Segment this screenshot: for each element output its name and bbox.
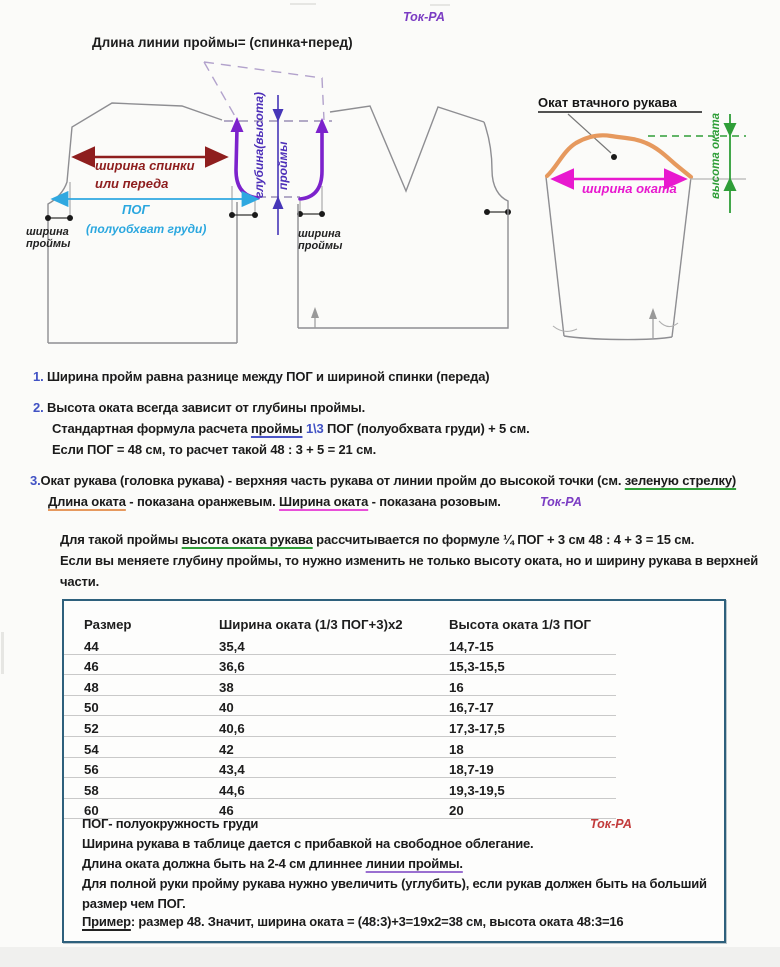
table-row: 52 40,6 17,3-17,5 (64, 716, 616, 737)
cap-height-arrow (724, 114, 737, 213)
front-bottom-arrow (311, 307, 319, 328)
footer-line-full-arm: Для полной руки пройму рукава нужно увеличить (углубить), если рукав должен быть на больший (82, 876, 707, 891)
note-1: 1. Ширина пройм равна разнице между ПОГ и шириной спинки (переда) (33, 369, 490, 384)
armhole-width-label-left-line2: проймы (26, 238, 71, 250)
note-2-line1: 2. Высота оката всегда зависит от глубины проймы. (33, 400, 366, 415)
pog-sublabel: (полуобхват груди) (86, 222, 207, 236)
watermark-top: Ток-РА (403, 10, 445, 24)
page-bottom-margin (0, 947, 780, 967)
pattern-diagram (0, 0, 780, 360)
note-3-line2: Длина оката - показана оранжевым. Ширина оката - показана розовым. (48, 494, 501, 509)
diagram-title: Длина линии проймы= (спинка+перед) (92, 35, 353, 50)
table-row: 56 43,4 18,7-19 (64, 758, 616, 779)
table-row: 44 35,4 14,7-15 (64, 634, 616, 655)
back-width-label-line1: ширина спинки (95, 158, 195, 173)
table-header-cap-width: Ширина оката (1/3 ПОГ+3)х2 (219, 617, 403, 632)
footer-line-cap-len: Длина оката должна быть на 2-4 см длиннее линии проймы. (82, 856, 463, 871)
table-row: 50 40 16,7-17 (64, 696, 616, 717)
armhole-width-label-left-line1: ширина (26, 226, 69, 238)
armhole-depth-label-line1: глубина(высота) (252, 91, 266, 198)
footer-line-ease: Ширина рукава в таблице дается с прибавкой на свободное облегание. (82, 836, 534, 851)
sleeve-corner-ticks (553, 321, 678, 331)
footer-line-pog: ПОГ- полуокружность груди (82, 816, 259, 831)
table-header-row (64, 612, 724, 632)
watermark-mid: Ток-РА (540, 495, 582, 509)
note-2-line2: Стандартная формула расчета проймы 1\3 ПОГ (полуобхвата груди) + 5 см. (52, 421, 530, 436)
paragraph-line2: Если вы меняете глубину проймы, то нужно изменить не только высоту оката, но и ширину рукава в верхней (60, 553, 759, 568)
sleeve-bottom-arrow (649, 308, 657, 338)
size-table-box (62, 599, 726, 943)
table-header-size: Размер (84, 617, 132, 632)
table-row: 46 36,6 15,3-15,5 (64, 655, 616, 676)
table-header-cap-height: Высота оката 1/3 ПОГ (449, 617, 591, 632)
table-row: 60 46 20 (64, 799, 616, 820)
table-row: 48 38 16 (64, 675, 616, 696)
watermark-bottom: Ток-РА (590, 817, 632, 831)
sleeve-cap-curve (547, 135, 691, 177)
armhole-depth-label-line2: проймы (276, 141, 290, 190)
cap-height-label: высота оката (710, 112, 722, 199)
scan-artifact (1, 632, 4, 674)
table-row: 58 44,6 19,3-19,5 (64, 778, 616, 799)
back-width-label-line2: или переда (95, 176, 169, 191)
note-3-line1: 3.Окат рукава (головка рукава) - верхняя часть рукава от линии пройм до высокой точки (см. зеленую стрелку) (30, 473, 737, 488)
sleeve-title: Окат втачного рукава (538, 95, 677, 110)
paragraph-line3: части. (60, 574, 100, 589)
pog-label: ПОГ (122, 202, 150, 217)
armhole-width-label-mid-line2: проймы (298, 240, 343, 252)
note-2-line3: Если ПОГ = 48 см, то расчет такой 48 : 3 + 5 = 21 см. (52, 442, 377, 457)
footer-line-example: Пример: размер 48. Значит, ширина оката = (48:3)+3=19х2=38 см, высота оката 48:3=16 (82, 914, 624, 929)
table-body (64, 634, 616, 819)
footer-line-full-arm2: размер чем ПОГ. (82, 896, 186, 911)
paragraph-line1: Для такой проймы высота оката рукава рассчитывается по формуле ¼ ПОГ + 3 см 48 : 4 + 3 = 15 см. (60, 532, 695, 547)
sleeve-outline (546, 177, 691, 340)
front-piece-outline (298, 106, 508, 328)
cap-width-label: ширина оката (582, 181, 677, 196)
table-row: 54 42 18 (64, 737, 616, 758)
armhole-width-label-mid-line1: ширина (298, 228, 341, 240)
